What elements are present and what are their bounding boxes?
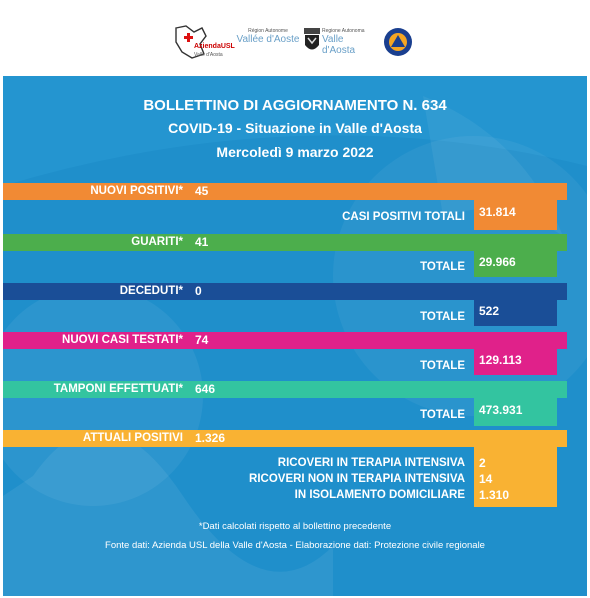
nuovi-casi-testati-value: 74 (195, 333, 209, 347)
deceduti-total-value: 522 (479, 304, 500, 318)
tamponi-total-label: TOTALE (420, 409, 465, 421)
usl-logo-text: AziendaUSL (194, 43, 235, 50)
terapia-intensiva-value: 2 (479, 456, 486, 470)
footnote: *Dati calcolati rispetto al bollettino precedente (198, 521, 392, 532)
attuali-positivi-value: 1.326 (195, 431, 226, 445)
casi-positivi-totali-value: 31.814 (479, 205, 516, 219)
bulletin-panel (3, 76, 587, 596)
attuali-positivi-label: ATTUALI POSITIVI (82, 432, 183, 444)
terapia-intensiva-label: RICOVERI IN TERAPIA INTENSIVA (277, 457, 465, 469)
guariti-total-value: 29.966 (479, 255, 516, 269)
non-terapia-intensiva-value: 14 (479, 472, 493, 486)
region-right-small: Regione Autonoma (322, 28, 365, 34)
protezione-civile-logo (382, 26, 414, 58)
bulletin-subtitle: COVID-19 - Situazione in Valle d'Aosta (168, 120, 422, 136)
region-left-small: Région Autonome (248, 28, 288, 34)
nuovi-positivi-label: NUOVI POSITIVI* (90, 185, 183, 197)
region-logo-left (236, 28, 300, 54)
nuovi-casi-testati-label: NUOVI CASI TESTATI* (62, 334, 183, 346)
tamponi-value: 646 (195, 382, 216, 396)
source-note: Fonte dati: Azienda USL della Valle d'Aosta - Elaborazione dati: Protezione civile regionale (105, 540, 485, 551)
isolamento-domiciliare-value: 1.310 (479, 488, 510, 502)
region-left-name: Vallée d'Aoste (236, 34, 300, 45)
deceduti-total-label: TOTALE (420, 311, 465, 323)
region-logo-right (322, 28, 372, 54)
region-coat-of-arms (303, 27, 321, 55)
usl-logo-subtext: Valle d'Aosta (194, 52, 223, 58)
azienda-usl-logo (172, 22, 234, 64)
bulletin-date: Mercoledì 9 marzo 2022 (216, 144, 374, 160)
region-right-name: Valle d'Aosta (322, 34, 356, 56)
non-terapia-intensiva-label: RICOVERI NON IN TERAPIA INTENSIVA (249, 473, 465, 485)
isolamento-domiciliare-label: IN ISOLAMENTO DOMICILIARE (294, 489, 465, 501)
casi-positivi-totali-label: CASI POSITIVI TOTALI (342, 211, 465, 223)
logos-strip (0, 0, 590, 76)
nuovi-positivi-value: 45 (195, 184, 209, 198)
deceduti-value: 0 (195, 284, 202, 298)
guariti-label: GUARITI* (131, 236, 183, 248)
guariti-total-label: TOTALE (420, 261, 465, 273)
tamponi-total-value: 473.931 (479, 403, 523, 417)
bulletin-title: BOLLETTINO DI AGGIORNAMENTO N. 634 (143, 97, 447, 114)
guariti-value: 41 (195, 235, 209, 249)
deceduti-label: DECEDUTI* (119, 285, 183, 297)
nuovi-casi-testati-total-label: TOTALE (420, 360, 465, 372)
nuovi-casi-testati-total-value: 129.113 (479, 353, 522, 367)
tamponi-label: TAMPONI EFFETTUATI* (53, 383, 183, 395)
